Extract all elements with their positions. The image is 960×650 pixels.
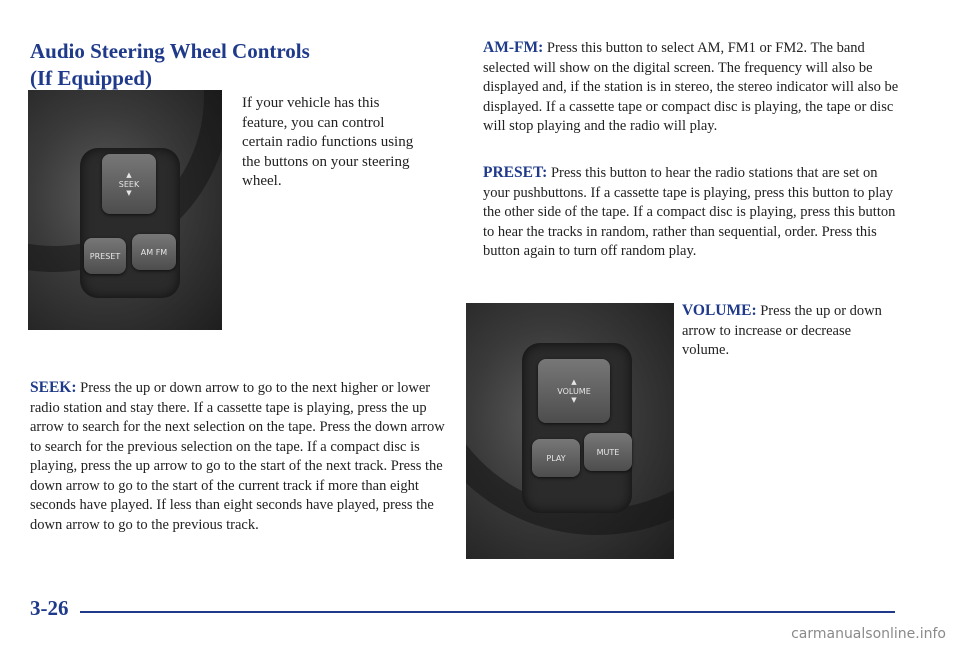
intro-paragraph: If your vehicle has this feature, you can control certain radio functions using the buttons on your steering wheel. bbox=[242, 95, 414, 189]
footer-rule bbox=[80, 611, 895, 613]
steering-wheel-seek-photo bbox=[28, 90, 222, 330]
volume-term: VOLUME: bbox=[682, 302, 757, 319]
preset-paragraph bbox=[483, 163, 903, 262]
amfm-button-graphic bbox=[132, 234, 176, 270]
seek-term: SEEK: bbox=[30, 379, 77, 396]
volume-button-label: VOLUME bbox=[557, 386, 591, 396]
volume-text: Press the up or down arrow to increase or decrease volume. bbox=[682, 303, 882, 358]
seek-button-graphic bbox=[102, 154, 156, 214]
up-arrow-icon: ▲ bbox=[126, 170, 132, 179]
seek-text: Press the up or down arrow to go to the next higher or lower radio station and stay there. If a cassette tape is playing, press the up arrow to search for the next selection on the tape. Press the down arrow to search for the previous selection on the tape. If a compact disc is playing, press the up arrow to go to the start of the next track. Press the down arrow to go to the start of the current track if more than eight seconds have played. If less than eight seconds have played, press the down arrow to go to the previous track. bbox=[30, 380, 445, 533]
down-arrow-icon: ▼ bbox=[126, 188, 132, 197]
amfm-button-label: AM FM bbox=[140, 247, 168, 257]
play-button-graphic bbox=[532, 439, 580, 477]
volume-paragraph bbox=[682, 301, 897, 361]
page-title-line-2: (If Equipped) bbox=[30, 66, 152, 90]
mute-button-graphic bbox=[584, 433, 632, 471]
page-title-line-1: Audio Steering Wheel Controls bbox=[30, 39, 310, 63]
preset-button-label: PRESET bbox=[89, 251, 121, 261]
preset-term: PRESET: bbox=[483, 164, 548, 181]
preset-button-graphic bbox=[84, 238, 126, 274]
up-arrow-icon: ▲ bbox=[571, 377, 577, 386]
page-title bbox=[30, 38, 310, 92]
seek-paragraph bbox=[30, 378, 450, 535]
amfm-paragraph bbox=[483, 38, 903, 137]
amfm-term: AM-FM: bbox=[483, 39, 544, 56]
preset-text: Press this button to hear the radio stations that are set on your pushbuttons. If a cassette tape is playing, press this button to play the other side of the tape. If a compact disc is playing, press this button to hear the tracks in random, rather than sequential, order. Press this button again to turn off random play. bbox=[483, 165, 896, 259]
down-arrow-icon: ▼ bbox=[571, 395, 577, 404]
mute-button-label: MUTE bbox=[596, 447, 620, 457]
play-button-label: PLAY bbox=[546, 453, 566, 463]
watermark: carmanualsonline.info bbox=[791, 626, 946, 642]
page-number: 3-26 bbox=[30, 596, 69, 620]
amfm-text: Press this button to select AM, FM1 or FM2. The band selected will show on the digital screen. The frequency will also be displayed and, if the station is in stereo, the stereo indicator will also be displayed. If a cassette tape or compact disc is playing, the tape or disc will stop playing and the radio will play. bbox=[483, 40, 899, 134]
volume-button-graphic bbox=[538, 359, 610, 423]
seek-button-label: SEEK bbox=[118, 179, 140, 189]
steering-wheel-volume-photo bbox=[466, 303, 674, 559]
